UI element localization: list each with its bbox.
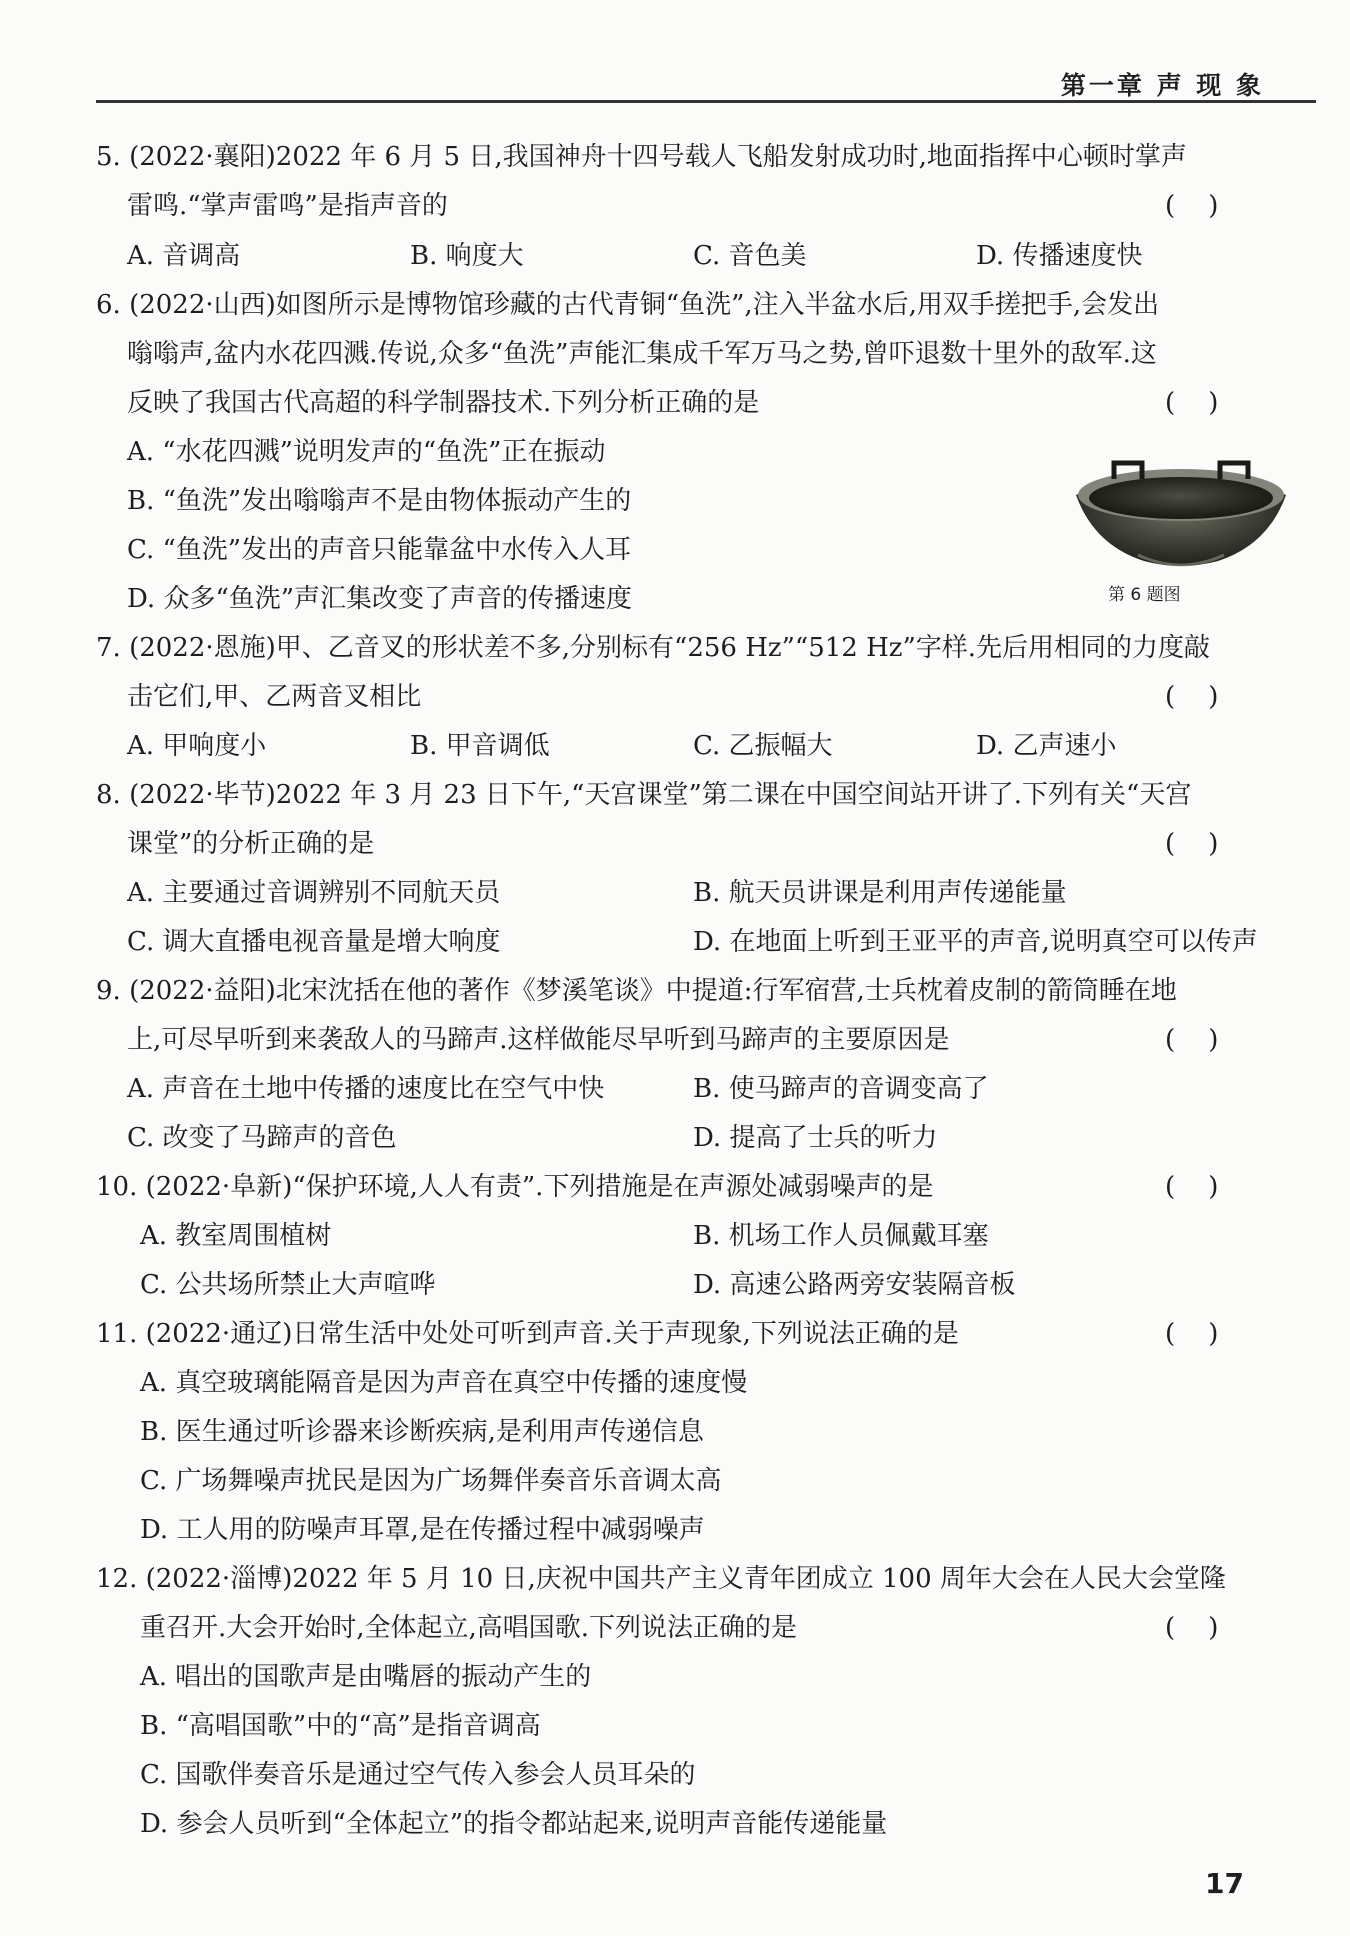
q8-answer-blank: ( )	[1165, 829, 1219, 859]
q5-option-d: D. 传播速度快	[976, 241, 1143, 271]
q9-answer-blank: ( )	[1165, 1025, 1219, 1055]
q5-stem-line2: 雷鸣.“掌声雷鸣”是指声音的	[127, 191, 448, 221]
q5-option-c: C. 音色美	[693, 241, 807, 271]
q11-answer-blank: ( )	[1165, 1319, 1219, 1349]
q7-stem-line1: 7. (2022·恩施)甲、乙音叉的形状差不多,分别标有“256 Hz”“512 Hz”字样.先后用相同的力度敲	[96, 633, 1211, 663]
figure-caption: 第 6 题图	[1108, 585, 1181, 605]
q8-stem-line1: 8. (2022·毕节)2022 年 3 月 23 日下午,“天宫课堂”第二课在中国空间站开讲了.下列有关“天宫	[96, 780, 1192, 810]
q6-option-b: B. “鱼洗”发出嗡嗡声不是由物体振动产生的	[127, 486, 632, 516]
q6-stem-line1: 6. (2022·山西)如图所示是博物馆珍藏的古代青铜“鱼洗”,注入半盆水后,用双手搓把手,会发出	[96, 290, 1160, 320]
q12-stem-line1: 12. (2022·淄博)2022 年 5 月 10 日,庆祝中国共产主义青年团成立 100 周年大会在人民大会堂隆	[96, 1564, 1226, 1594]
q12-option-c: C. 国歌伴奏音乐是通过空气传入参会人员耳朵的	[140, 1760, 696, 1790]
q5-answer-blank: ( )	[1165, 191, 1219, 221]
q11-option-d: D. 工人用的防噪声耳罩,是在传播过程中减弱噪声	[140, 1515, 705, 1545]
q10-option-c: C. 公共场所禁止大声喧哗	[140, 1270, 436, 1300]
chapter-title: 第一章 声 现 象	[1060, 71, 1264, 100]
q7-option-b: B. 甲音调低	[410, 731, 550, 761]
q6-option-c: C. “鱼洗”发出的声音只能靠盆中水传入人耳	[127, 535, 632, 565]
q10-option-a: A. 教室周围植树	[140, 1221, 332, 1251]
q9-stem-line1: 9. (2022·益阳)北宋沈括在他的著作《梦溪笔谈》中提道:行军宿营,士兵枕着皮制的箭筒睡在地	[96, 976, 1177, 1006]
q8-option-d: D. 在地面上听到王亚平的声音,说明真空可以传声	[693, 927, 1258, 957]
q6-option-a: A. “水花四溅”说明发声的“鱼洗”正在振动	[127, 437, 606, 467]
q6-stem-line3: 反映了我国古代高超的科学制器技术.下列分析正确的是	[127, 388, 760, 418]
q6-answer-blank: ( )	[1165, 388, 1219, 418]
q11-option-b: B. 医生通过听诊器来诊断疾病,是利用声传递信息	[140, 1417, 704, 1447]
q6-option-d: D. 众多“鱼洗”声汇集改变了声音的传播速度	[127, 584, 633, 614]
q7-option-d: D. 乙声速小	[976, 731, 1117, 761]
q11-stem-line1: 11. (2022·通辽)日常生活中处处可听到声音.关于声现象,下列说法正确的是	[96, 1319, 959, 1349]
q10-answer-blank: ( )	[1165, 1172, 1219, 1202]
q12-stem-line2: 重召开.大会开始时,全体起立,高唱国歌.下列说法正确的是	[140, 1613, 798, 1643]
q5-option-b: B. 响度大	[410, 241, 524, 271]
q7-option-a: A. 甲响度小	[127, 731, 267, 761]
q10-option-d: D. 高速公路两旁安装隔音板	[693, 1270, 1016, 1300]
q11-option-c: C. 广场舞噪声扰民是因为广场舞伴奏音乐音调太高	[140, 1466, 722, 1496]
q8-option-a: A. 主要通过音调辨别不同航天员	[127, 878, 501, 908]
q8-option-c: C. 调大直播电视音量是增大响度	[127, 927, 501, 957]
q12-answer-blank: ( )	[1165, 1613, 1219, 1643]
q9-option-d: D. 提高了士兵的听力	[693, 1123, 938, 1153]
q7-option-c: C. 乙振幅大	[693, 731, 833, 761]
q9-option-b: B. 使马蹄声的音调变高了	[693, 1074, 989, 1104]
q8-stem-line2: 课堂”的分析正确的是	[127, 829, 375, 859]
q9-stem-line2: 上,可尽早听到来袭敌人的马蹄声.这样做能尽早听到马蹄声的主要原因是	[127, 1025, 950, 1055]
q5-option-a: A. 音调高	[127, 241, 241, 271]
q5-stem-line1: 5. (2022·襄阳)2022 年 6 月 5 日,我国神舟十四号载人飞船发射成功时,地面指挥中心顿时掌声	[96, 142, 1187, 172]
q12-option-d: D. 参会人员听到“全体起立”的指令都站起来,说明声音能传递能量	[140, 1809, 888, 1839]
q8-option-b: B. 航天员讲课是利用声传递能量	[693, 878, 1067, 908]
q9-option-a: A. 声音在土地中传播的速度比在空气中快	[127, 1074, 605, 1104]
q10-option-b: B. 机场工作人员佩戴耳塞	[693, 1221, 989, 1251]
bronze-basin-image	[1068, 457, 1294, 577]
header-divider	[96, 100, 1316, 103]
q9-option-c: C. 改变了马蹄声的音色	[127, 1123, 397, 1153]
q6-stem-line2: 嗡嗡声,盆内水花四溅.传说,众多“鱼洗”声能汇集成千军万马之势,曾吓退数十里外的敌军.这	[127, 339, 1157, 369]
q10-stem-line1: 10. (2022·阜新)“保护环境,人人有责”.下列措施是在声源处减弱噪声的是	[96, 1172, 934, 1202]
page-number: 17	[1205, 1867, 1244, 1900]
q12-option-a: A. 唱出的国歌声是由嘴唇的振动产生的	[140, 1662, 592, 1692]
q12-option-b: B. “高唱国歌”中的“高”是指音调高	[140, 1711, 541, 1741]
q7-stem-line2: 击它们,甲、乙两音叉相比	[127, 682, 422, 712]
q7-answer-blank: ( )	[1165, 682, 1219, 712]
q11-option-a: A. 真空玻璃能隔音是因为声音在真空中传播的速度慢	[140, 1368, 748, 1398]
